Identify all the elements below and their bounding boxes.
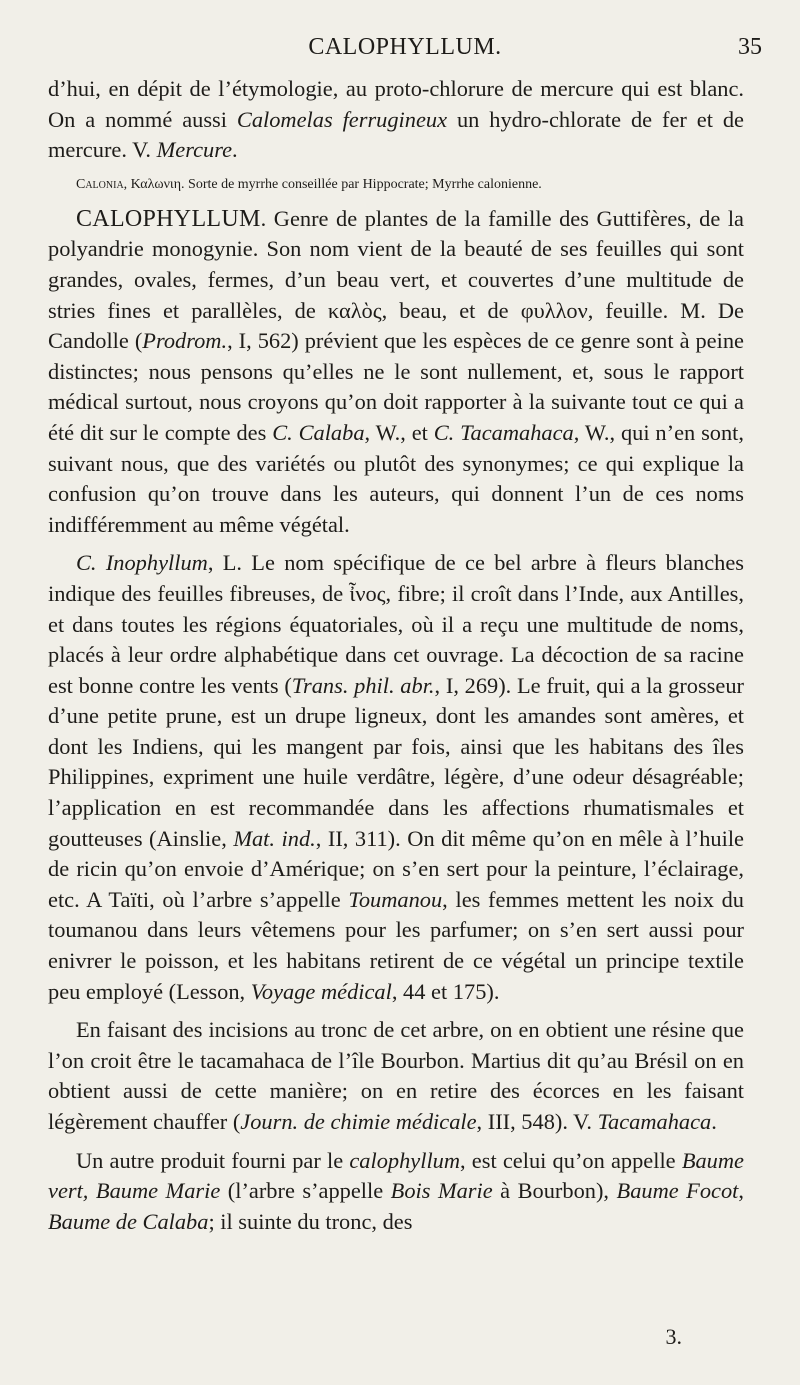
text-run: , est celui qu’on appelle [460, 1147, 682, 1173]
text-run: (l’arbre s’appelle [220, 1178, 391, 1204]
page-body [48, 74, 744, 1245]
entry-calonia [48, 174, 744, 196]
text-run: En faisant des incisions au tronc de cet arbre, on en obtient une résine que l’on croit être le tacamahaca de l’île Bourbon. Martius dit qu’au Brésil on en obtient aussi de cette manière; on en retire des écorces en les faisant légèrement chauffer ( [48, 1017, 744, 1134]
text-run: , [123, 176, 131, 192]
italic-term: Calomelas ferrugineux [236, 106, 448, 132]
text-run: , W., et [364, 419, 434, 445]
text-run: , fibre; il croît dans l’Inde, aux Antilles, et dans toutes les régions équatoriales, où il a reçu une multitude de noms, placés à leur ordre alphabétique dans cet ouvrage. La décoction de sa racine est bonne contre les vents ( [48, 580, 744, 698]
cross-reference: Tacamahaca [597, 1109, 712, 1134]
entry-headword: Calonia [76, 176, 124, 192]
text-run: , I, 269). Le fruit, qui a la grosseur d’une petite prune, est un drupe ligneux, dont les amandes sont amères, et dont les Indiens, qui les mangent par fois, ainsi que les habitans des îles Philippines, expriment une huile verdâtre, légère, d’une odeur désagréable; l’application en est recommandée dans les affections rhumatismales et goutteuses (Ainslie, [48, 672, 744, 851]
text-run: , [738, 1178, 745, 1204]
greek-word: καλὸς [327, 297, 382, 323]
greek-word: φυλλον [520, 297, 588, 323]
citation-title: Trans. phil. abr. [291, 672, 435, 698]
text-run: un hydro-chlorate de fer et de mercure. V. [48, 106, 744, 163]
italic-term: Baume de Calaba [48, 1208, 209, 1234]
species-name: C. Tacamahaca [433, 419, 574, 445]
text-run: . Genre de plantes de la famille des Guttifères, de la polyandrie monogynie. Son nom vient de la beauté de ses feuilles qui sont grandes, ovales, fermes, d’un beau vert, et couvertes d’une multitude de stries fines et parallèles, de [48, 205, 744, 323]
citation-title: Voyage médical [250, 978, 392, 1004]
text-run: à Bourbon), [492, 1178, 617, 1204]
paragraph-baume [48, 1146, 744, 1238]
text-run: . [232, 137, 238, 163]
italic-term: calophyllum [349, 1147, 461, 1173]
citation-title: Mat. ind. [233, 825, 316, 851]
text-run: d’hui, en dépit de l’étymologie, au proto-chlorure de mercure qui est blanc. On a nommé aussi [48, 76, 744, 132]
text-run: , 44 et 175). [391, 978, 500, 1004]
paragraph-inophyllum [48, 548, 744, 1007]
page-header [48, 34, 762, 70]
text-run: , I, 562) prévient que les espèces de ce genre sont à peine distinctes; nous pensons qu’elles ne le sont nullement, et, sous le rapport médical surtout, nous croyons qu’on doit rapporter à la suivante tout ce qui a été dit sur le compte des [48, 328, 744, 445]
italic-term: Baume vert, Baume Marie [48, 1147, 744, 1204]
species-name: C. Inophyllum [76, 550, 208, 576]
text-run: , beau, et de [381, 297, 521, 323]
page-number: 35 [738, 34, 762, 60]
entry-headword: CALOPHYLLUM [76, 205, 261, 232]
text-run: , les femmes mettent les noix du toumanou dans leurs vêtemens pour les parfumer; on s’en sert aussi pour enivrer le poisson, et les habitans retirent de ce végétal un principe textile peu employé (Lesson, [48, 886, 744, 1004]
italic-term: Bois Marie [390, 1178, 493, 1204]
cross-reference: Mercure [156, 137, 233, 163]
text-run: , L. Le nom spécifique de ce bel arbre à fleurs blanches indique des feuilles fibreuses, de [48, 550, 744, 606]
species-name: C. Calaba [272, 419, 365, 445]
italic-term: Toumanou [348, 886, 443, 912]
paragraph-calomel-end [48, 74, 744, 166]
italic-term: Baume Focot [616, 1178, 739, 1204]
citation-title: Prodrom. [142, 328, 228, 354]
text-run: , feuille. M. De Candolle ( [48, 297, 744, 354]
text-run: Un autre produit fourni par le [76, 1147, 350, 1173]
text-run: ; il suinte du tronc, des [208, 1208, 413, 1234]
paragraph-resin [48, 1015, 744, 1137]
text-run: , III, 548). V. [476, 1109, 598, 1134]
text-run: . Sorte de myrrhe conseillée par Hippocrate; Myrrhe calonienne. [181, 176, 542, 192]
citation-title: Journ. de chimie médicale [240, 1109, 477, 1134]
signature-mark: 3. [665, 1324, 682, 1349]
text-run: , II, 311). On dit même qu’on en mêle à l’huile de ricin qu’on envoie d’Amérique; on s’en sert pour la peinture, l’éclairage, etc. A Taïti, où l’arbre s’appelle [48, 825, 744, 912]
greek-word: Καλωνιη [130, 176, 182, 192]
running-title: CALOPHYLLUM. [308, 34, 502, 60]
text-run: , W., qui n’en sont, suivant nous, que des variétés ou plutôt des synonymes; ce qui explique la confusion qu’on trouve dans les auteurs, qui donnent l’un de ces noms indifféremment au même végétal. [48, 419, 744, 537]
entry-calophyllum [48, 204, 744, 541]
greek-word: ἶνος [349, 580, 386, 606]
text-run: . [711, 1109, 717, 1134]
